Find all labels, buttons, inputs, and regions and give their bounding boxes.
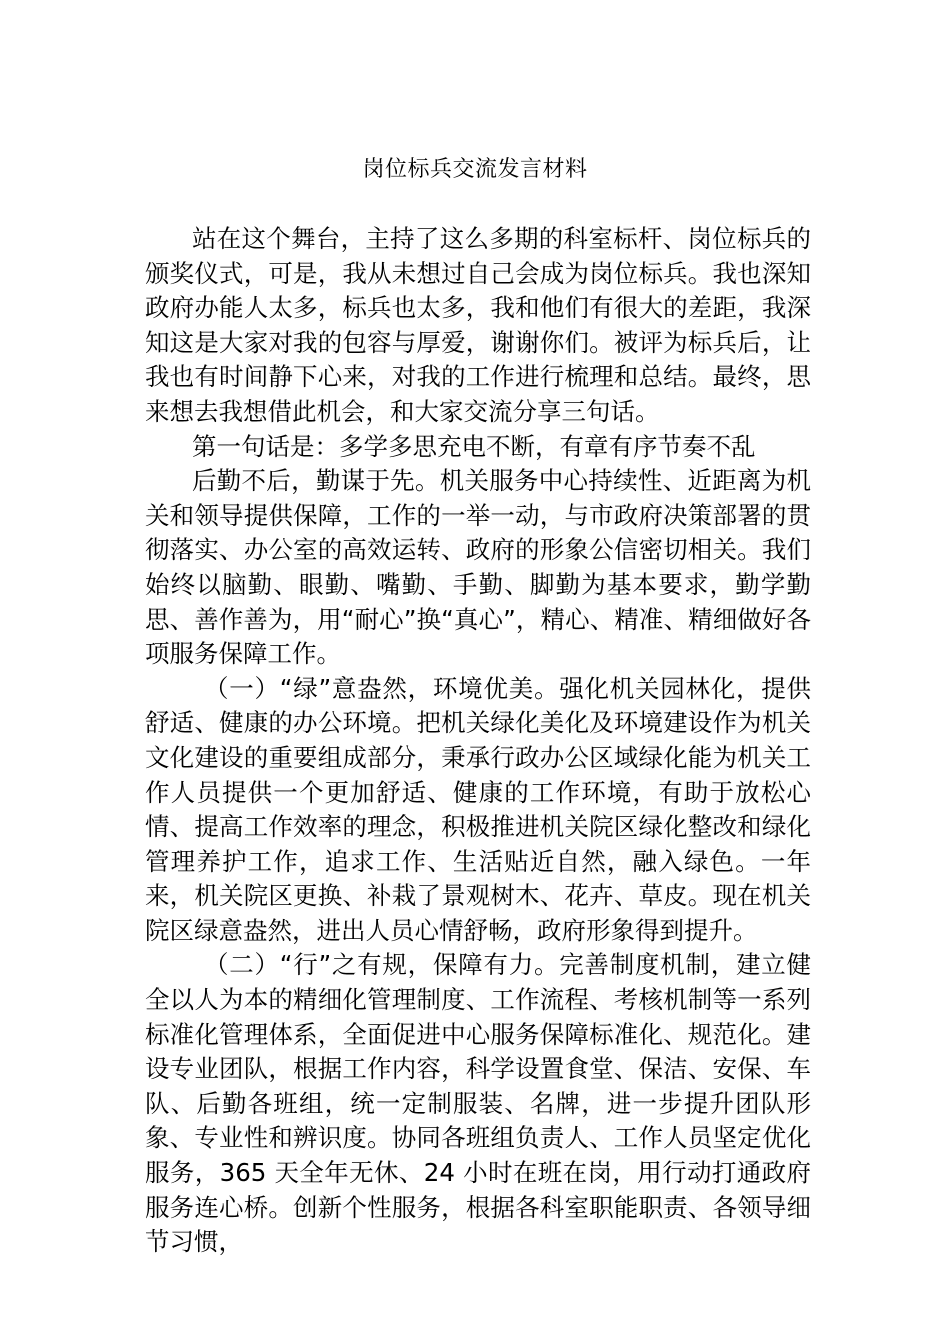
paragraph-intro: 站在这个舞台，主持了这么多期的科室标杆、岗位标兵的颁奖仪式，可是，我从未想过自己会成为岗位标兵。我也深知政府办能人太多，标兵也太多，我和他们有很大的差距，我深知这是大家对我的包容与厚爱，谢谢你们。被评为标兵后，让我也有时间静下心来，对我的工作进行梳理和总结。最终，思来想去我想借此机会，和大家交流分享三句话。 [145,224,811,426]
document-title: 岗位标兵交流发言材料 [362,157,588,182]
paragraph-section-rules: （二）“行”之有规，保障有力。完善制度机制，建立健全以人为本的精细化管理制度、工作流程、考核机制等一系列标准化管理体系，全面促进中心服务保障标准化、规范化。建设专业团队，根据工作内容，科学设置食堂、保洁、安保、车队、后勤各班组，统一定制服装、名牌，进一步提升团队形象、专业性和辨识度。协同各班组负责人、工作人员坚定优化服务，365 天全年无休、24 小时在班在岗，用行动打通政府服务连心桥。创新个性服务，根据各科室职能职责、各领导细节习惯， [145,950,811,1257]
paragraph-heading-first: 第一句话是：多学多思充电不断，有章有序节奏不乱 [192,431,756,461]
document-body [145,222,811,1260]
paragraph-section-green: （一）“绿”意盎然，环境优美。强化机关园林化，提供舒适、健康的办公环境。把机关绿化美化及环境建设作为机关文化建设的重要组成部分，秉承行政办公区域绿化能为机关工作人员提供一个更加舒适、健康的工作环境，有助于放松心情、提高工作效率的理念，积极推进机关院区绿化整改和绿化管理养护工作，追求工作、生活贴近自然，融入绿色。一年来，机关院区更换、补栽了景观树木、花卉、草皮。现在机关院区绿意盎然，进出人员心情舒畅，政府形象得到提升。 [145,673,811,945]
paragraph-logistics: 后勤不后，勤谋于先。机关服务中心持续性、近距离为机关和领导提供保障，工作的一举一动，与市政府决策部署的贯彻落实、办公室的高效运转、政府的形象公信密切相关。我们始终以脑勤、眼勤、嘴勤、手勤、脚勤为基本要求，勤学勤思、善作善为，用“耐心”换“真心”，精心、精准、精细做好各项服务保障工作。 [145,466,811,669]
